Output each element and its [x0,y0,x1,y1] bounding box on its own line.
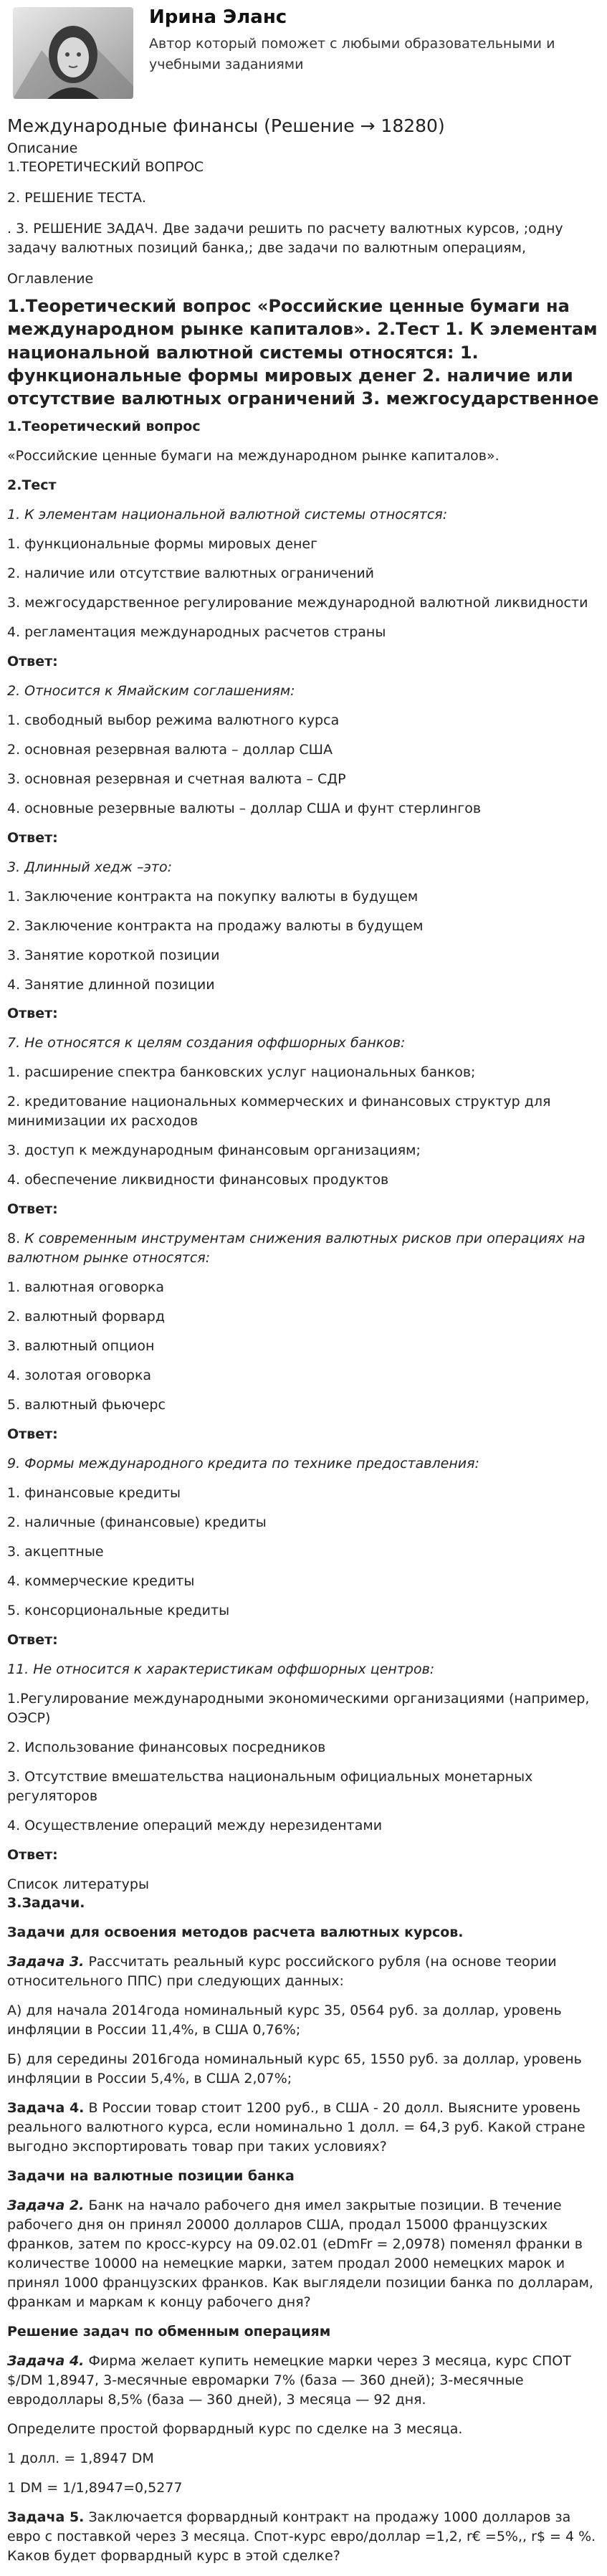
task-paragraph [7,2099,600,2157]
task-question: Определите простой форвардный курс по сделке на 3 месяца. [7,2420,463,2437]
answer-option: 1. валютная оговорка [7,1279,164,1296]
task-paragraph [7,1952,600,1991]
task-paragraph [7,2508,600,2566]
section-heading: Решение задач по обменным операциям [7,2323,331,2339]
answer-option: 4. обеспечение ликвидности финансовых продуктов [7,1172,389,1188]
answer-option: 1. финансовые кредиты [7,1484,181,1501]
answer-option: 2. наличие или отсутствие валютных ограничений [7,565,375,581]
answer-option: 4. основные резервные валюты – доллар США и фунт стерлингов [7,800,482,816]
description-label: Описание [7,140,78,156]
answer-option: 1. расширение спектра банковских услуг национальных банков; [7,1064,476,1081]
answer-option: 4. регламентация международных расчетов страны [7,624,386,640]
task-text: Фирма желает купить немецкие марки через 3 месяца, курс СПОТ $/DM 1,8947, 3-месячные евромарки 7% (база — 360 дней); 3-месячные евродоллары 8,5% (база — 360 дней), 3 месяца — 92 дня. [7,2352,571,2408]
question: 2. Относится к Ямайским соглашениям: [7,682,295,699]
task-label: Задача 5. [7,2509,85,2525]
question: 1. К элементам национальной валютной системы относятся: [7,507,448,523]
answer-option: 4. Осуществление операций между нерезидентами [7,1817,383,1833]
answer-label: Ответ: [7,653,58,669]
equation: 1 DM = 1/1,8947=0,5277 [7,2479,183,2496]
theory-text: «Российские ценные бумаги на международном рынке капиталов». [7,448,500,464]
literature-label: Список литературы [7,1876,149,1892]
section-heading: Задачи на валютные позиции банка [7,2168,295,2185]
question: 3. Длинный хедж –это: [7,859,172,875]
task-text: В России товар стоит 1200 руб., в США - 20 долл. Выясните уровень реального валютного курса, если номинально 1 долл. = 64,3 руб. Какой стране выгодно экспортировать товар при таких условиях? [7,2100,586,2155]
answer-option: 2. наличные (финансовые) кредиты [7,1514,267,1530]
task-label: Задача 4. [7,2352,85,2369]
answer-option: 3. доступ к международным финансовым организациям; [7,1142,421,1159]
task-paragraph [7,2352,600,2410]
answer-option: 5. консорциональные кредиты [7,1602,230,1618]
task-label: Задача 4. [7,2100,85,2117]
answer-option: 3. межгосударственное регулирование международной валютной ликвидности [7,594,588,611]
answer-option: 3. Занятие короткой позиции [7,947,220,963]
answer-option: 3. Отсутствие вмешательства национальным официальных монетарных регуляторов [7,1768,533,1804]
toc-lead: 1.Теоретический вопрос «Российские ценные бумаги на международном рынке капиталов». 2.Тест 1. К элементам национальной валютной системы относятся: 1. функциональные формы мировых денег 2. наличие или отсутствие валютных ограничений 3. межгосударственное [7,296,599,409]
question: 7. Не относятся к целям создания оффшорных банков: [7,1035,406,1051]
answer-option: 2. основная резервная валюта – доллар США [7,741,333,758]
answer-option: 3. акцептные [7,1543,104,1560]
answer-option: 4. коммерческие кредиты [7,1573,195,1589]
answer-option: 5. валютный фьючерс [7,1397,166,1413]
task-item: А) для начала 2014года номинальный курс 35, 0564 руб. за доллар, уровень инфляции в России 11,4%, в США 0,76%; [7,2003,562,2038]
author-card [7,3,600,110]
answer-option: 1. функциональные формы мировых денег [7,535,318,552]
author-name[interactable]: Ирина Эланс [149,6,287,28]
answer-label: Ответ: [7,1006,58,1022]
question-number: 8. [7,1231,25,1247]
section-heading: Задачи для освоения методов расчета валютных курсов. [7,1924,464,1941]
description-line: 2. РЕШЕНИЕ ТЕСТА. [7,190,147,206]
description-line: 1.ТЕОРЕТИЧЕСКИЙ ВОПРОС [7,159,204,176]
page-title: Международные финансы (Решение → 18280) [7,115,445,136]
task-label: Задача 3. [7,1954,85,1970]
answer-option: 2. кредитование национальных коммерческих и финансовых структур для минимизации их расходов [7,1094,551,1130]
task-paragraph [7,2196,600,2312]
answer-option: 3. основная резервная и счетная валюта – СДР [7,771,346,787]
answer-option: 3. валютный опцион [7,1338,155,1355]
answer-option: 4. Занятие длинной позиции [7,976,215,993]
question [7,1229,600,1268]
answer-option: 1. свободный выбор режима валютного курса [7,712,340,728]
answer-option: 2. Заключение контракта на продажу валюты в будущем [7,917,424,934]
answer-option: 1. Заключение контракта на покупку валюты в будущем [7,888,419,905]
tasks-heading: 3.Задачи. [7,1895,85,1912]
test-heading: 2.Тест [7,477,57,494]
author-info [149,3,600,76]
toc-label: Оглавление [7,271,94,287]
answer-label: Ответ: [7,1426,58,1442]
answer-label: Ответ: [7,1846,58,1863]
author-description: Автор который поможет с любыми образовательными и учебными заданиями [149,35,555,73]
description-line: . 3. РЕШЕНИЕ ЗАДАЧ. Две задачи решить по расчету валютных курсов, ;одну задачу валютных позиций банка,; две задачи по валютным операциям, [7,221,563,257]
answer-label: Ответ: [7,1201,58,1218]
answer-option: 2. валютный форвард [7,1309,165,1325]
question: 9. Формы международного кредита по технике предоставления: [7,1455,479,1471]
answer-option: 1.Регулирование международными экономическими организациями (например, ОЭСР) [7,1690,590,1726]
author-avatar[interactable] [13,7,133,99]
task-text: Рассчитать реальный курс российского рубля (на основе теории относительного ППС) при следующих данных: [7,1954,557,1990]
theory-heading: 1.Теоретический вопрос [7,419,201,435]
task-text: Банк на начало рабочего дня имел закрытые позиции. В течение рабочего дня он принял 20000 долларов США, продал 15000 французских франков, затем по кросс-курсу на 09.02.01 (eDmFr = 2,0978) поменял франки в количестве 10000 на немецкие марки, затем продал 2000 немецких марок и принял 1000 французских франков. Как выглядели позиции банка по долларам, франкам и маркам к концу рабочего дня? [7,2198,593,2310]
task-item: Б) для середины 2016года номинальный курс 65, 1550 руб. за доллар, уровень инфляции в России 5,4%, в США 2,07%; [7,2051,582,2087]
answer-label: Ответ: [7,829,58,846]
answer-label: Ответ: [7,1631,58,1648]
answer-option: 2. Использование финансовых посредников [7,1739,326,1755]
equation: 1 долл. = 1,8947 DM [7,2450,154,2466]
task-label: Задача 2. [7,2198,85,2214]
answer-option: 4. золотая оговорка [7,1368,152,1384]
question: 11. Не относится к характеристикам оффшорных центров: [7,1661,435,1677]
question-text: К современным инструментам снижения валютных рисков при операциях на валютном рынке относятся: [7,1231,586,1266]
task-text: Заключается форвардный контракт на продажу 1000 долларов за евро с поставкой через 3 месяца. Спот-курс евро/доллар =1,2, r€ =5%,, r$ = 4 %. Каков будет форвардный курс в этой сделке? [7,2509,596,2564]
